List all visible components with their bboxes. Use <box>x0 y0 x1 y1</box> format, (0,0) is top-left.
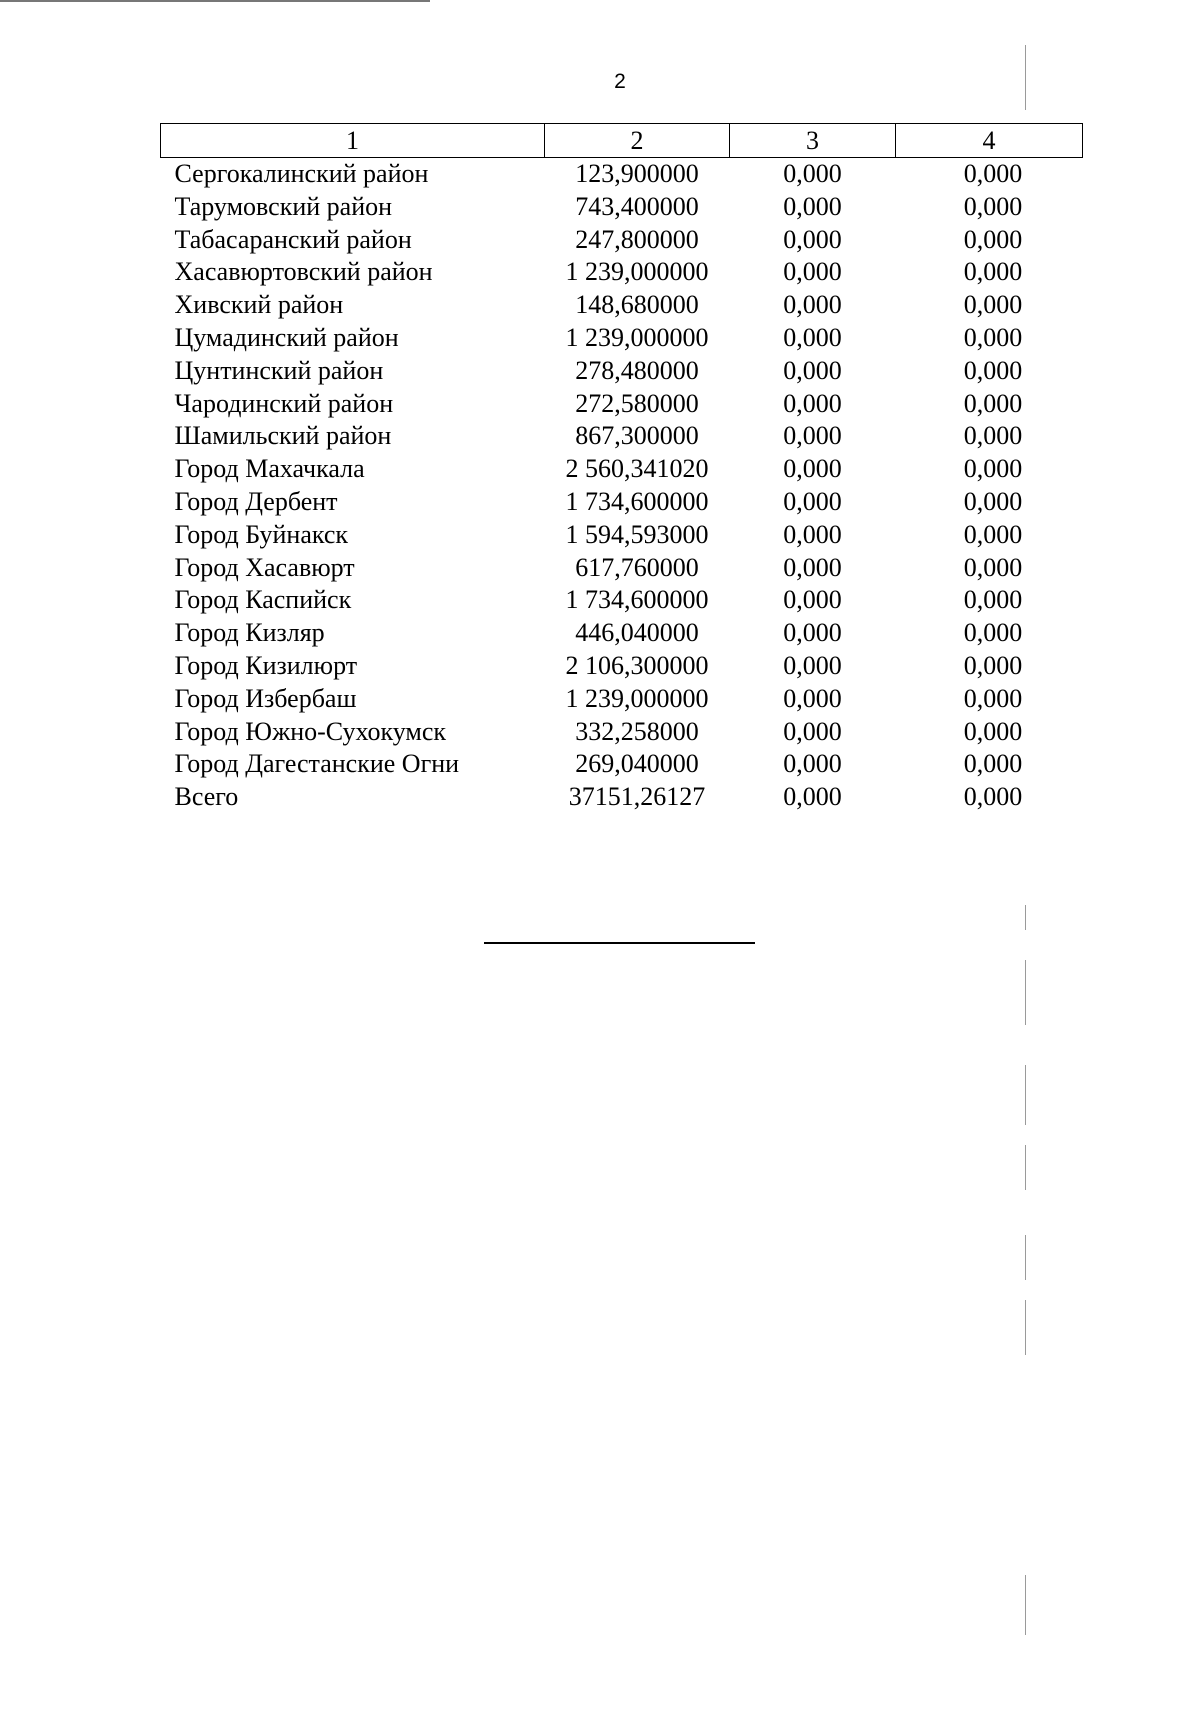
district-name-cell: Табасаранский район <box>174 224 412 254</box>
column-4-value-cell: 0,000 <box>963 618 1023 648</box>
table-row <box>161 486 1083 519</box>
district-name-cell: Город Буйнакск <box>174 519 349 549</box>
amount-cell: 278,480000 <box>575 355 699 385</box>
column-3-value-cell: 0,000 <box>783 585 842 615</box>
amount-cell: 247,800000 <box>575 224 699 254</box>
district-name-cell: Город Каспийск <box>174 585 352 615</box>
column-4-value-cell: 0,000 <box>963 388 1023 418</box>
column-header-4: 4 <box>896 124 1083 158</box>
column-3-value-cell: 0,000 <box>783 716 842 746</box>
column-3-value-cell: 0,000 <box>783 224 842 254</box>
column-3-value-cell: 0,000 <box>783 552 842 582</box>
scan-edge-mark <box>1025 905 1026 930</box>
district-name-cell: Чародинский район <box>174 388 394 418</box>
amount-cell: 332,258000 <box>575 716 699 746</box>
table-row <box>161 617 1083 650</box>
scan-edge-mark <box>1025 45 1026 110</box>
column-4-value-cell: 0,000 <box>963 355 1023 385</box>
column-3-value-cell: 0,000 <box>783 519 842 549</box>
district-name-cell: Город Махачкала <box>174 454 365 484</box>
column-3-value-cell: 0,000 <box>783 618 842 648</box>
column-4-value-cell: 0,000 <box>963 716 1023 746</box>
table-row <box>161 289 1083 322</box>
district-name-cell: Город Кизилюрт <box>174 650 358 680</box>
column-4-value-cell: 0,000 <box>963 257 1023 287</box>
table-row <box>161 322 1083 355</box>
table-body <box>161 158 1083 814</box>
scan-edge-mark <box>1025 960 1026 1025</box>
column-3-value-cell: 0,000 <box>783 159 842 188</box>
column-4-value-cell: 0,000 <box>963 650 1023 680</box>
district-name-cell: Хивский район <box>174 290 344 320</box>
district-name-cell: Город Южно-Сухокумск <box>174 716 447 746</box>
column-4-value-cell: 0,000 <box>963 749 1023 779</box>
district-name-cell: Цумадинский район <box>174 322 399 352</box>
scan-edge-mark <box>1025 1575 1026 1635</box>
end-of-table-rule <box>484 942 755 944</box>
amount-cell: 1 594,593000 <box>565 519 709 549</box>
table-row <box>161 552 1083 585</box>
amount-cell: 1 734,600000 <box>565 486 709 516</box>
column-3-value-cell: 0,000 <box>783 683 842 713</box>
scan-edge-mark <box>1025 1235 1026 1280</box>
district-name-cell: Город Дагестанские Огни <box>174 749 460 779</box>
scan-edge-mark <box>1025 1300 1026 1355</box>
table-row <box>161 420 1083 453</box>
table-row <box>161 355 1083 388</box>
column-3-value-cell: 0,000 <box>783 749 842 779</box>
amount-cell: 617,760000 <box>575 552 699 582</box>
column-3-value-cell: 0,000 <box>783 650 842 680</box>
district-name-cell: Тарумовский район <box>174 191 393 221</box>
amount-cell: 446,040000 <box>575 618 699 648</box>
amount-cell: 148,680000 <box>575 290 699 320</box>
table-row <box>161 224 1083 257</box>
column-4-value-cell: 0,000 <box>963 421 1023 451</box>
column-4-value-cell: 0,000 <box>963 552 1023 582</box>
amount-cell: 272,580000 <box>575 388 699 418</box>
amount-cell: 1 239,000000 <box>565 257 709 287</box>
column-4-value-cell: 0,000 <box>963 782 1023 812</box>
column-header-1: 1 <box>161 124 545 158</box>
column-4-value-cell: 0,000 <box>963 519 1023 549</box>
amount-cell: 2 560,341020 <box>565 454 709 484</box>
district-name-cell: Сергокалинский район <box>174 159 429 188</box>
district-name-cell: Цунтинский район <box>174 355 384 385</box>
page-number: 2 <box>614 70 626 93</box>
column-header-2: 2 <box>545 124 730 158</box>
amount-cell: 1 239,000000 <box>565 683 709 713</box>
allocation-table <box>160 123 1083 814</box>
amount-cell: 2 106,300000 <box>565 650 709 680</box>
column-4-value-cell: 0,000 <box>963 454 1023 484</box>
column-4-value-cell: 0,000 <box>963 585 1023 615</box>
table-row <box>161 256 1083 289</box>
scan-top-edge-line <box>0 0 430 2</box>
table-row <box>161 388 1083 421</box>
column-3-value-cell: 0,000 <box>783 388 842 418</box>
scan-edge-mark <box>1025 1145 1026 1190</box>
district-name-cell: Шамильский район <box>174 421 392 451</box>
column-4-value-cell: 0,000 <box>963 191 1023 221</box>
table-row <box>161 584 1083 617</box>
column-3-value-cell: 0,000 <box>783 454 842 484</box>
column-3-value-cell: 0,000 <box>783 355 842 385</box>
amount-cell: 1 734,600000 <box>565 585 709 615</box>
table-header-row <box>161 124 1083 158</box>
district-name-cell: Всего <box>174 782 239 812</box>
amount-cell: 867,300000 <box>575 421 699 451</box>
amount-cell: 37151,26127 <box>568 782 706 812</box>
amount-cell: 269,040000 <box>575 749 699 779</box>
table-row <box>161 683 1083 716</box>
district-name-cell: Хасавюртовский район <box>174 257 433 287</box>
amount-cell: 123,900000 <box>575 159 699 188</box>
column-3-value-cell: 0,000 <box>783 421 842 451</box>
column-3-value-cell: 0,000 <box>783 257 842 287</box>
table-row <box>161 191 1083 224</box>
district-name-cell: Город Избербаш <box>174 683 357 713</box>
amount-cell: 743,400000 <box>575 191 699 221</box>
column-3-value-cell: 0,000 <box>783 191 842 221</box>
column-3-value-cell: 0,000 <box>783 322 842 352</box>
district-name-cell: Город Дербент <box>174 486 338 516</box>
column-4-value-cell: 0,000 <box>963 683 1023 713</box>
amount-cell: 1 239,000000 <box>565 322 709 352</box>
column-4-value-cell: 0,000 <box>963 290 1023 320</box>
table-row <box>161 519 1083 552</box>
district-name-cell: Город Кизляр <box>174 618 325 648</box>
table-row <box>161 716 1083 749</box>
scan-edge-mark <box>1025 1065 1026 1125</box>
column-header-3: 3 <box>730 124 896 158</box>
table-row <box>161 650 1083 683</box>
table-row <box>161 158 1083 191</box>
table-row <box>161 748 1083 781</box>
column-4-value-cell: 0,000 <box>963 159 1023 188</box>
table-row <box>161 781 1083 814</box>
table-row <box>161 453 1083 486</box>
column-4-value-cell: 0,000 <box>963 322 1023 352</box>
column-3-value-cell: 0,000 <box>783 290 842 320</box>
district-name-cell: Город Хасавюрт <box>174 552 355 582</box>
column-3-value-cell: 0,000 <box>783 486 842 516</box>
column-4-value-cell: 0,000 <box>963 224 1023 254</box>
column-4-value-cell: 0,000 <box>963 486 1023 516</box>
column-3-value-cell: 0,000 <box>783 782 842 812</box>
